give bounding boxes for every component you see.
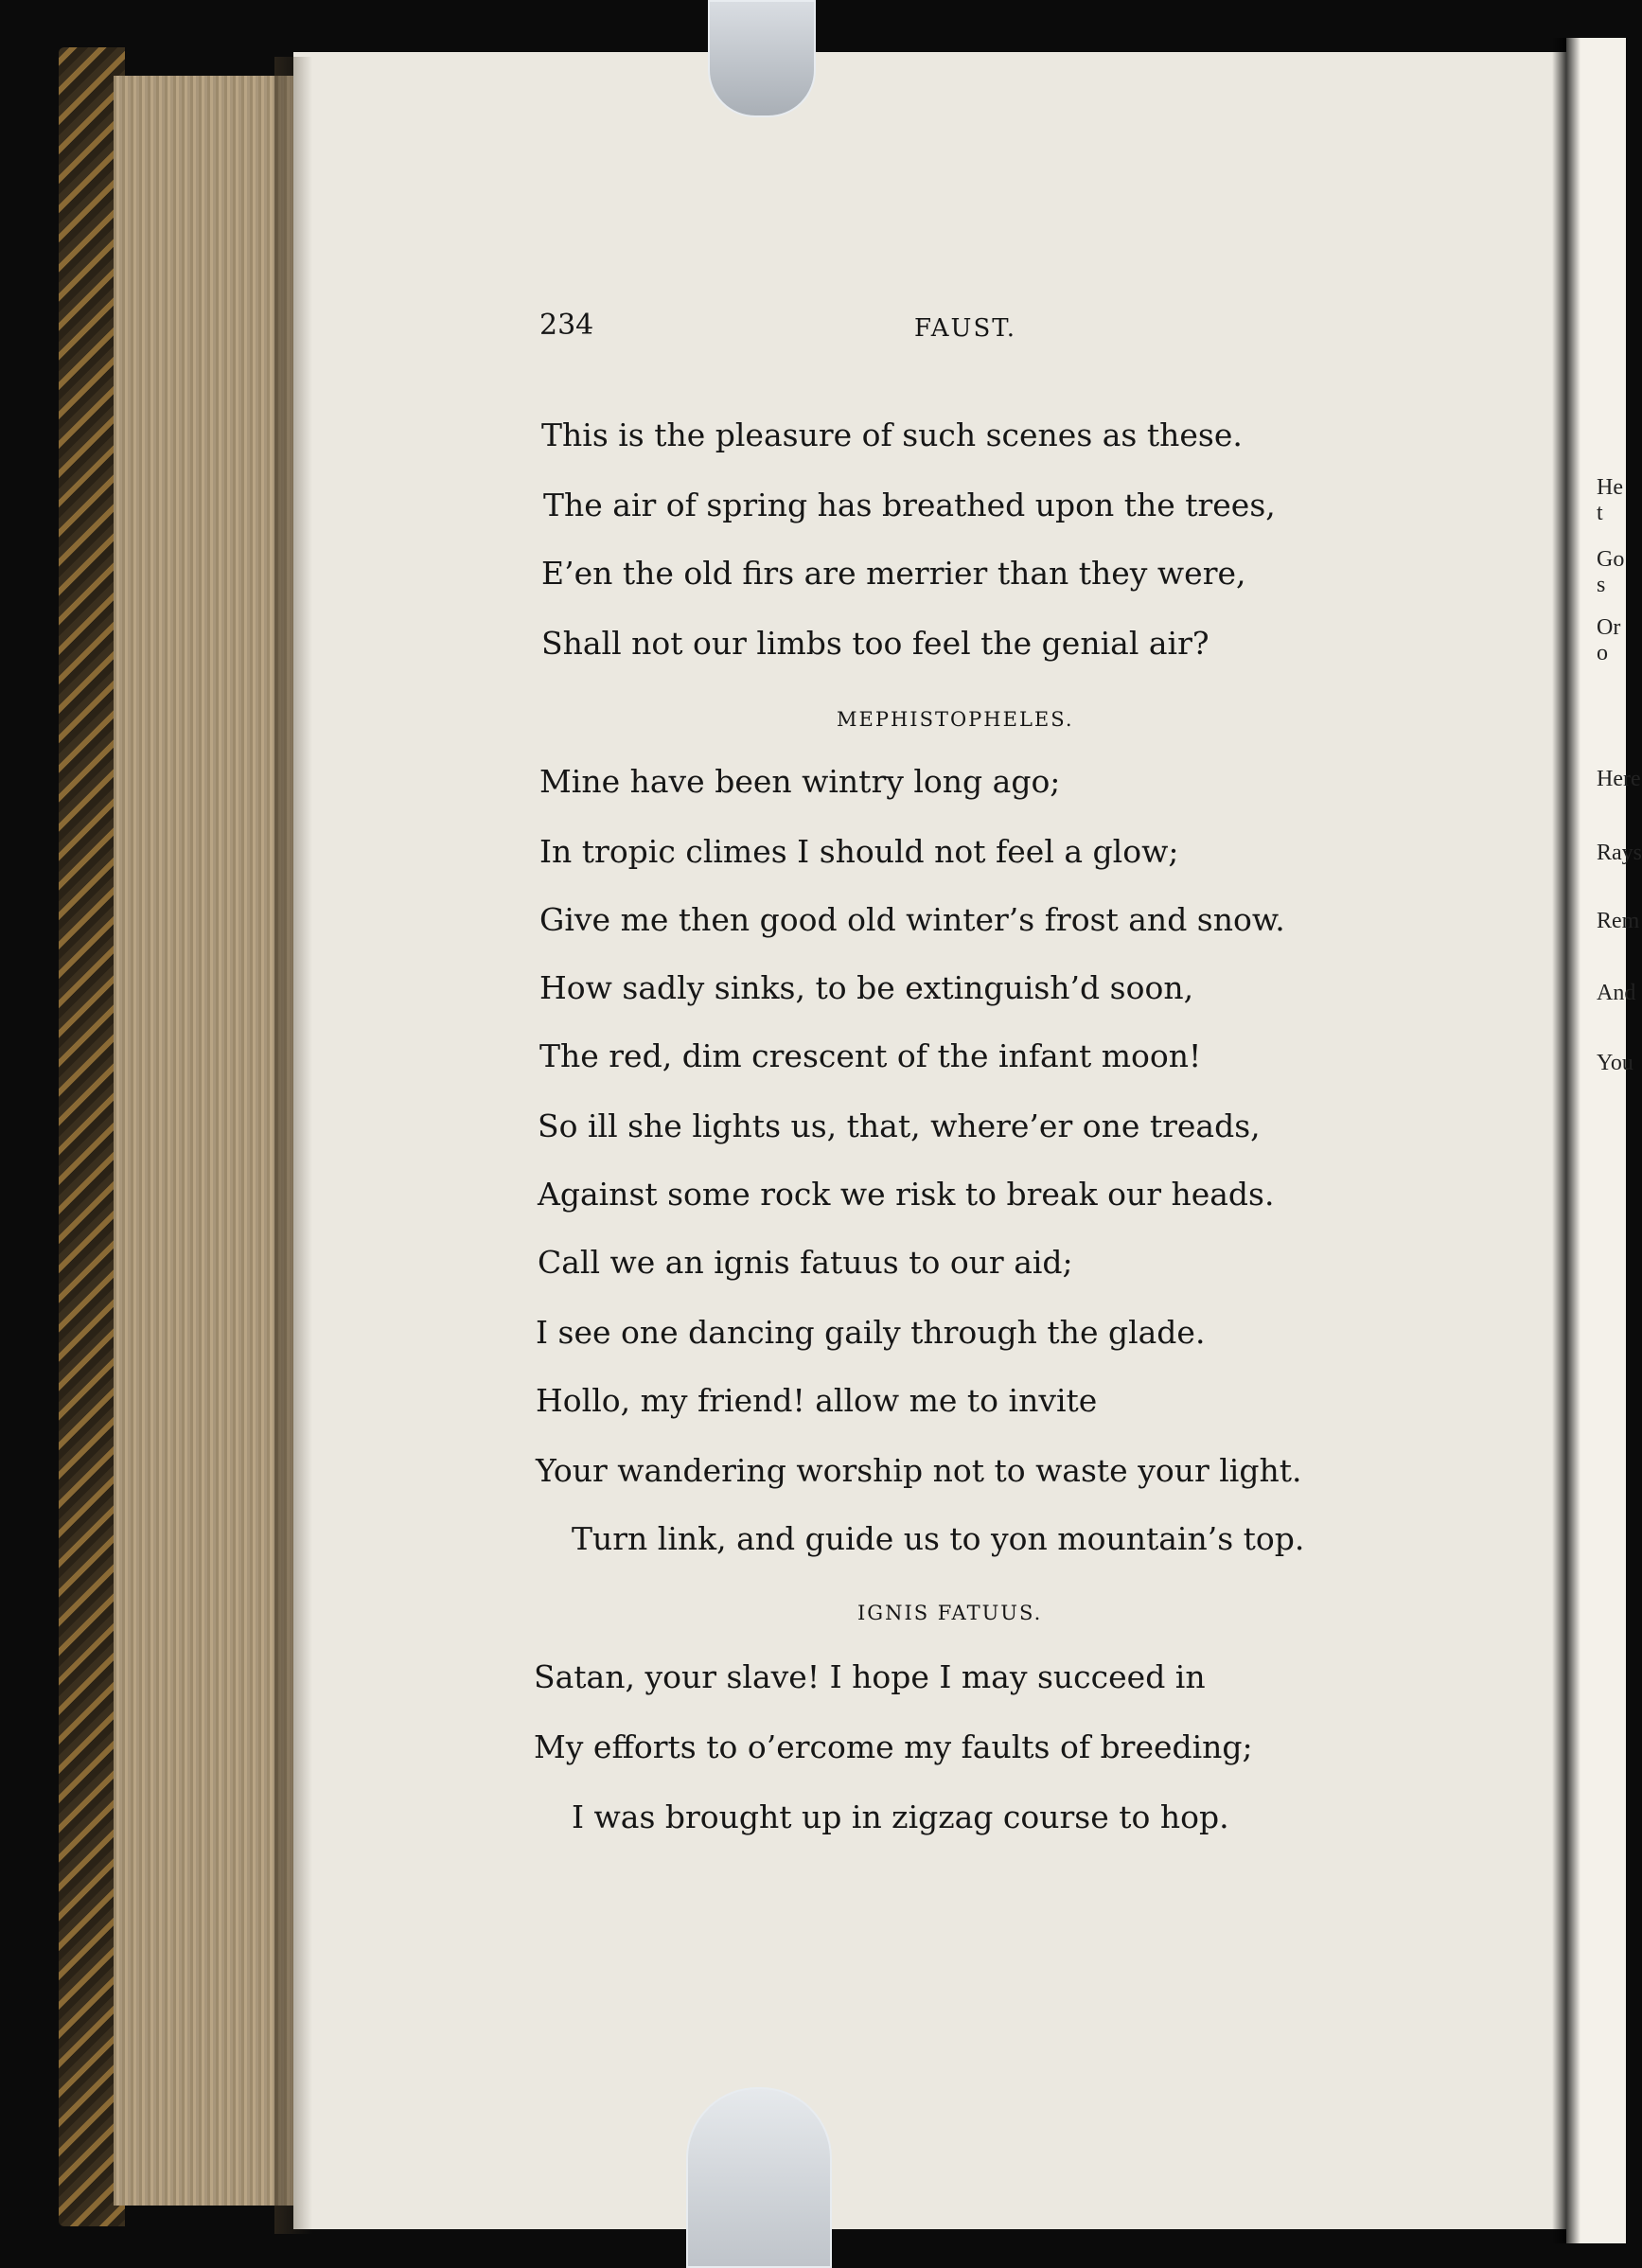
poem-line: How sadly sinks, to be extinguish’d soon,: [539, 969, 1194, 1006]
facing-fragment: Rem: [1597, 909, 1640, 933]
poem-line: Mine have been wintry long ago;: [539, 763, 1061, 800]
book-clip-top: [708, 0, 816, 117]
poem-line: Against some rock we risk to break our heads.: [538, 1176, 1275, 1213]
poem-line: In tropic climes I should not feel a glow;: [539, 833, 1179, 870]
page-fold-shadow: [1552, 38, 1580, 2243]
speaker-heading: MEPHISTOPHELES.: [837, 708, 1074, 731]
facing-fragment: He t: [1597, 475, 1623, 525]
facing-fragment: Or o: [1597, 615, 1621, 665]
poem-line: The red, dim crescent of the infant moon!: [539, 1037, 1202, 1074]
poem-line: So ill she lights us, that, where’er one treads,: [538, 1107, 1261, 1144]
speaker-heading: IGNIS FATUUS.: [857, 1602, 1043, 1624]
page-number: 234: [539, 309, 594, 342]
poem-line: E’en the old firs are merrier than they were,: [541, 555, 1246, 592]
facing-fragment: Rays: [1597, 841, 1642, 865]
facing-fragment: Go s: [1597, 547, 1625, 597]
poem-line: Satan, your slave! I hope I may succeed in: [534, 1658, 1206, 1695]
poem-line: Hollo, my friend! allow me to invite: [536, 1382, 1098, 1419]
gutter-shadow: [274, 57, 312, 2234]
poem-line: I was brought up in zigzag course to hop.: [572, 1798, 1229, 1835]
poem-line: Give me then good old winter’s frost and snow.: [539, 901, 1285, 938]
poem-line: My efforts to o’ercome my faults of breeding;: [534, 1728, 1253, 1765]
poem-line: I see one dancing gaily through the glade.: [536, 1314, 1206, 1351]
poem-line: Your wandering worship not to waste your light.: [536, 1452, 1302, 1489]
facing-fragment: Here: [1597, 767, 1641, 791]
running-title: FAUST.: [914, 314, 1017, 343]
poem-line: The air of spring has breathed upon the trees,: [543, 487, 1276, 523]
poem-line: Call we an ignis fatuus to our aid;: [538, 1244, 1073, 1281]
poem-line: Shall not our limbs too feel the genial air?: [541, 625, 1209, 662]
poem-line: Turn link, and guide us to yon mountain’s top.: [572, 1520, 1305, 1557]
poem-line: This is the pleasure of such scenes as these.: [541, 416, 1243, 453]
facing-fragment: You: [1597, 1051, 1633, 1075]
page-stack-edges: [114, 76, 293, 2206]
book-clip-bottom: [686, 2087, 832, 2268]
facing-fragment: And: [1597, 981, 1636, 1005]
